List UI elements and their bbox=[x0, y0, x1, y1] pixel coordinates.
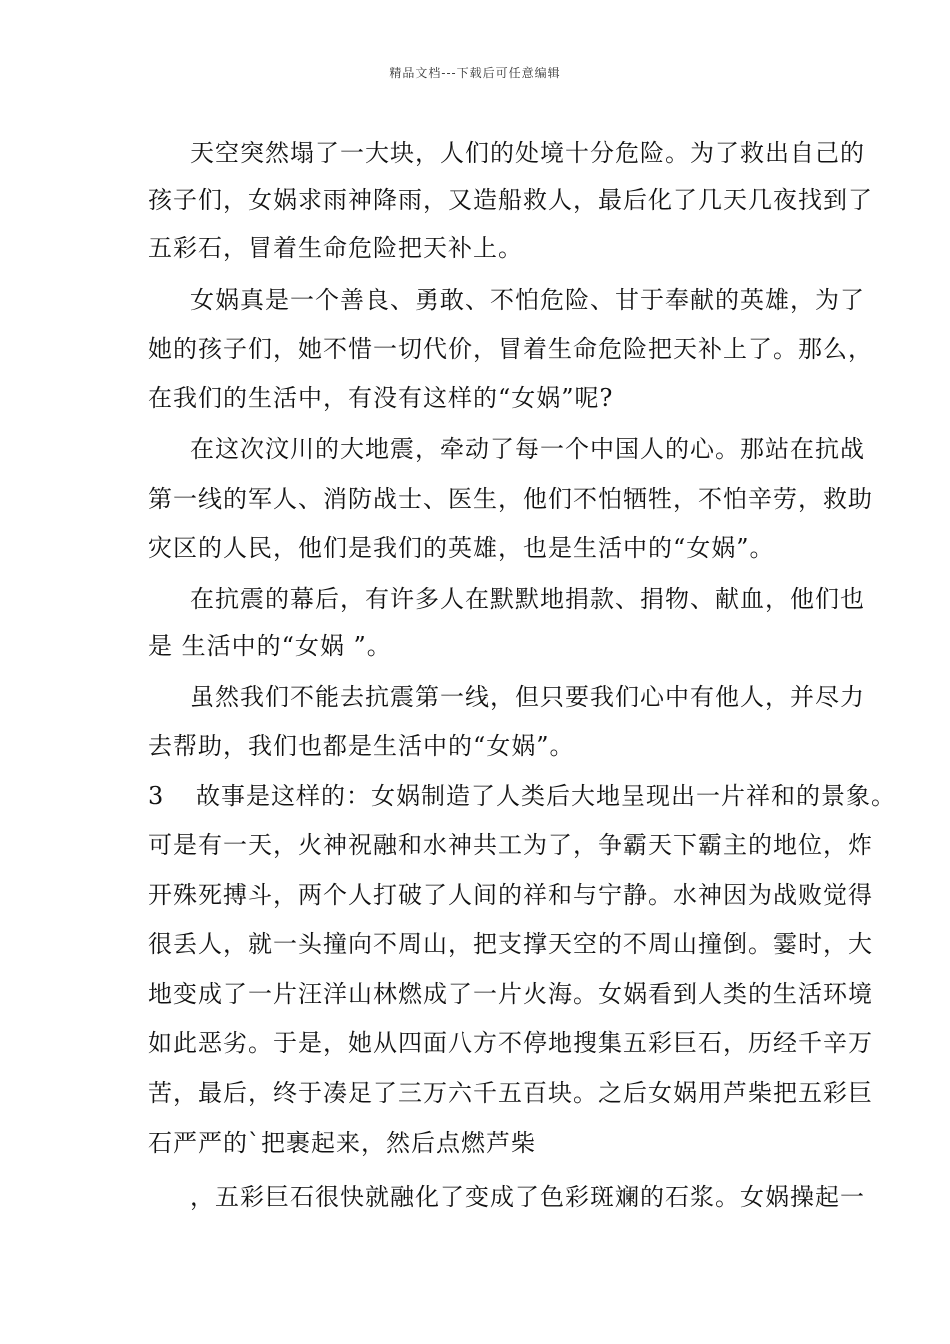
paragraph-line: 很丢人，就一头撞向不周山，把支撑天空的不周山撞倒。霎时，大 bbox=[148, 930, 873, 958]
paragraph-line: 在这次汶川的大地震，牵动了每一个中国人的心。那站在抗战 bbox=[190, 435, 865, 463]
paragraph-line: ，五彩巨石很快就融化了变成了色彩斑斓的石浆。女娲操起一 bbox=[190, 1183, 865, 1211]
paragraph-line: 她的孩子们，她不惜一切代价，冒着生命危险把天补上了。那么， bbox=[148, 335, 873, 363]
paragraph-line: 地变成了一片汪洋山林燃成了一片火海。女娲看到人类的生活环境 bbox=[148, 980, 873, 1008]
section-number: 3 bbox=[148, 782, 165, 810]
paragraph-line: 第一线的军人、消防战士、医生，他们不怕牺牲，不怕辛劳，救助 bbox=[148, 485, 873, 513]
numbered-paragraph-line bbox=[148, 781, 896, 811]
paragraph-line: 在抗震的幕后，有许多人在默默地捐款、捐物、献血，他们也 bbox=[190, 585, 865, 613]
paragraph-text: 故事是这样的：女娲制造了人类后大地呈现出一片祥和的景象。 bbox=[196, 782, 896, 810]
paragraph-line: 如此恶劣。于是，她从四面八方不停地搜集五彩巨石，历经千辛万 bbox=[148, 1029, 873, 1057]
paragraph-line: 天空突然塌了一大块，人们的处境十分危险。为了救出自己的 bbox=[190, 139, 865, 167]
paragraph-line: 孩子们，女娲求雨神降雨，又造船救人，最后化了几天几夜找到了 bbox=[148, 186, 873, 214]
paragraph-line: 是 生活中的“女娲 ”。 bbox=[148, 632, 392, 660]
paragraph-line: 苦，最后，终于凑足了三万六千五百块。之后女娲用芦柴把五彩巨 bbox=[148, 1079, 873, 1107]
paragraph-line: 五彩石，冒着生命危险把天补上。 bbox=[148, 234, 523, 262]
paragraph-line: 灾区的人民，他们是我们的英雄，也是生活中的“女娲”。 bbox=[148, 534, 775, 562]
paragraph-line: 在我们的生活中，有没有这样的“女娲”呢? bbox=[148, 384, 614, 412]
paragraph-line: 女娲真是一个善良、勇敢、不怕危险、甘于奉献的英雄，为了 bbox=[190, 286, 865, 314]
paragraph-line: 开殊死搏斗，两个人打破了人间的祥和与宁静。水神因为战败觉得 bbox=[148, 881, 873, 909]
page-header: 精品文档---下载后可任意编辑 bbox=[389, 66, 561, 80]
paragraph-line: 石严严的`把裹起来，然后点燃芦柴 bbox=[148, 1129, 536, 1157]
paragraph-line: 可是有一天，火神祝融和水神共工为了，争霸天下霸主的地位，炸 bbox=[148, 831, 873, 859]
paragraph-line: 去帮助，我们也都是生活中的“女娲”。 bbox=[148, 732, 575, 760]
paragraph-line: 虽然我们不能去抗震第一线，但只要我们心中有他人，并尽力 bbox=[190, 683, 865, 711]
